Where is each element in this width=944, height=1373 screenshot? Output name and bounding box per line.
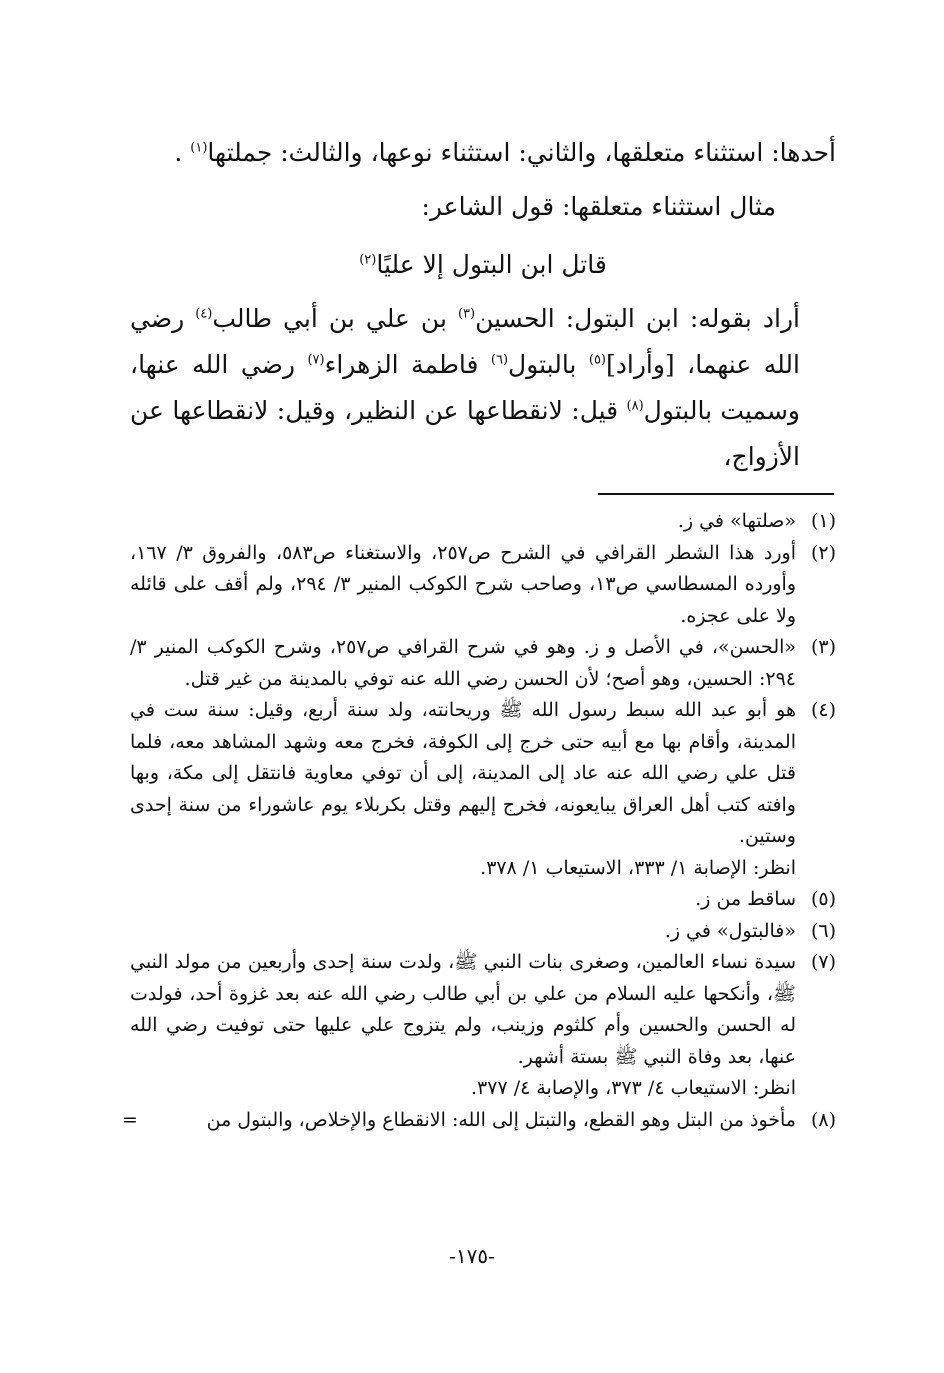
footnote-number: (٧) [810, 951, 836, 973]
footnote-text: «صلتها» في ز. [677, 510, 796, 532]
footnote-text: هو أبو عبد الله سبط رسول الله ﷺ وريحانته، ولد سنة أربع، وقيل: سنة ست في المدينة، وأقام بها مع أبيه حتى خرج إلى الكوفة، فخرج معه وشهد المشاهد معه، فلما قتل علي رضي الله عنه عاد إلى المدينة، إلى أن توفي معاوية فانتقل إلى مكة، وبها وافته كتب أهل العراق يبايعونه، فخرج إليهم وقتل بكربلاء يوم عاشوراء من سنة إحدى وستين. [130, 699, 796, 847]
footnote-ref[interactable]: (٣) [457, 306, 476, 322]
footnote-ref[interactable]: (٨) [626, 398, 644, 414]
footnote-text: «فالبتول» في ز. [664, 919, 796, 942]
footnote-text: أورد هذا الشطر القرافي في الشرح ص٢٥٧، والاستغناء ص٥٨٣، والفروق ٣/ ١٦٧، وأورده المسطاسي ص١٣، وصاحب شرح الكوكب المنير ٣/ ٢٩٤، ولم أقف على قائله ولا على عجزه. [130, 541, 797, 627]
paragraph-1 [130, 130, 836, 176]
text-run: قيل: لانقطاعها عن النظير، وقيل: لانقطاعها عن الأزواج، [130, 396, 800, 471]
text-run: فاطمة الزهراء [324, 350, 491, 379]
footnote-number: (٦) [810, 919, 836, 942]
text-run: بالبتول [508, 350, 589, 379]
footnote-number: (١) [810, 510, 836, 532]
footnote-number: (٤) [810, 699, 836, 721]
text-run: رضي الله عنهما، [وأراد] [130, 304, 800, 379]
page-number: -١٧٥- [449, 1244, 495, 1268]
footnote-2 [130, 538, 836, 633]
footnote-number: (٣) [810, 636, 836, 658]
footnote-ref[interactable]: (٤) [195, 306, 213, 322]
footnotes [122, 506, 836, 1136]
footnote-text: مأخوذ من البتل وهو القطع، والتبتل إلى الله: الانقطاع والإخلاص، والبتول من [206, 1108, 796, 1131]
continuation-mark: = [122, 1108, 138, 1131]
footnote-8 [122, 1105, 836, 1137]
paragraph-2: مثال استثناء متعلقها: قول الشاعر: [421, 192, 776, 221]
main-text [130, 130, 836, 480]
footnote-reference: انظر: الاستيعاب ٤/ ٣٧٣، والإصابة ٤/ ٣٧٧. [470, 1077, 796, 1099]
footnote-1 [130, 506, 836, 538]
footnote-ref[interactable]: (٦) [490, 352, 509, 368]
footnote-5 [130, 884, 836, 916]
footnote-7 [130, 947, 836, 1105]
text-run: أراد بقوله: ابن البتول: الحسين [475, 304, 800, 333]
footnote-number: (٨) [810, 1108, 836, 1131]
footnote-6 [130, 916, 836, 948]
footnote-reference: انظر: الإصابة ١/ ٣٣٣، الاستيعاب ١/ ٣٧٨. [480, 856, 796, 879]
text-run: . [174, 138, 191, 167]
footnote-number: (٥) [810, 888, 836, 910]
text-run: قاتل ابن البتول إلا عليًا [376, 250, 607, 279]
footnote-text: ساقط من ز. [695, 888, 796, 910]
footnote-text: «الحسن»، في الأصل و ز. وهو في شرح القرافي ص٢٥٧، وشرح الكوكب المنير ٣/ ٢٩٤: الحسين، وهو أصح؛ لأن الحسن رضي الله عنه توفي بالمدينة من غير قتل. [130, 636, 797, 690]
footnote-separator [598, 493, 834, 495]
footnote-3 [130, 632, 836, 695]
footnote-text: سيدة نساء العالمين، وصغرى بنات النبي ﷺ، ولدت سنة إحدى وأربعين من مولد النبي ﷺ، وأنكحها عليه السلام من علي بن أبي طالب رضي الله عنه بعد غزوة أحد، فولدت له الحسن والحسين وأم كلثوم وزينب، ولم يتزوج علي عليها حتى توفيت رضي الله عنها، بعد وفاة النبي ﷺ بستة أشهر. [130, 951, 796, 1068]
footnote-number: (٢) [810, 541, 836, 564]
paragraph-3 [130, 296, 836, 480]
footnote-ref[interactable]: (٢) [359, 252, 377, 268]
footnote-4 [130, 695, 836, 884]
footnote-ref[interactable]: (٥) [588, 352, 606, 368]
text-run: أحدها: استثناء متعلقها، والثاني: استثناء نوعها، والثالث: جملتها [207, 138, 836, 167]
footnote-ref[interactable]: (٧) [307, 352, 325, 368]
verse-line [130, 242, 836, 288]
footnote-ref[interactable]: (١) [190, 140, 208, 156]
text-run: رضي الله عنها، وسميت بالبتول [130, 350, 800, 425]
text-run: بن علي بن أبي طالب [212, 304, 458, 333]
